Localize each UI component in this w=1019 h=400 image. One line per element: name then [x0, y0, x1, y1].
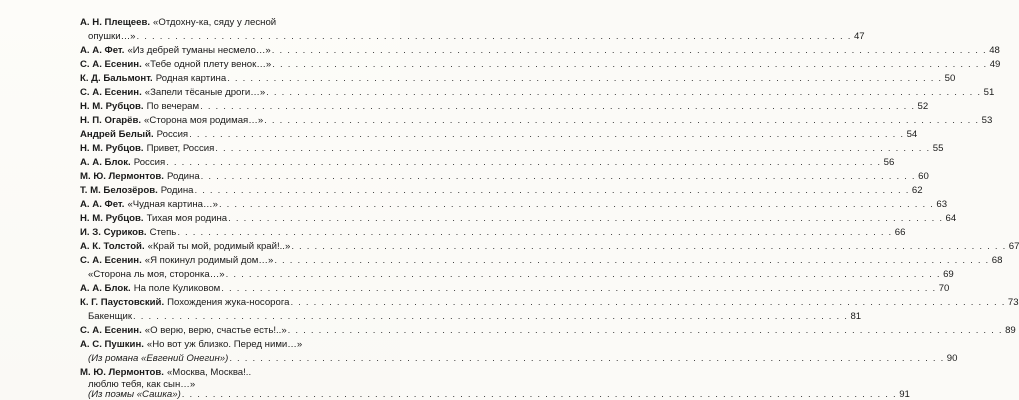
- toc-page-number: 50: [944, 73, 956, 84]
- leader-dots: [229, 353, 944, 365]
- toc-page-number: 66: [894, 227, 906, 238]
- toc-source: (Из романа «Евгений Онегин»): [88, 353, 229, 364]
- leader-dots: [228, 213, 943, 225]
- toc-line: [80, 283, 950, 295]
- toc-line: [88, 311, 862, 323]
- leader-dots: [137, 31, 852, 43]
- toc-author: А. К. Толстой.: [80, 241, 145, 252]
- toc-title: Россия: [156, 129, 189, 140]
- toc-author: М. Ю. Лермонтов.: [80, 171, 164, 182]
- toc-line: [80, 255, 1003, 267]
- toc-page-number: 62: [911, 185, 923, 196]
- toc-title: На поле Куликовом: [133, 283, 221, 294]
- toc-line: [80, 87, 995, 99]
- toc-title: Привет, Россия: [146, 143, 215, 154]
- toc-line: [80, 199, 948, 211]
- toc-title: По вечерам: [146, 101, 200, 112]
- toc-line: [88, 353, 958, 365]
- toc-line: [80, 241, 1019, 253]
- toc-page-number: 51: [983, 87, 995, 98]
- toc-title: Бакенщик: [88, 311, 133, 322]
- toc-author: Андрей Белый.: [80, 129, 154, 140]
- toc-line: [80, 157, 895, 169]
- toc-line: [80, 297, 1019, 309]
- toc-title: опушки…»: [88, 31, 136, 42]
- leader-dots: [272, 45, 987, 57]
- toc-page-number: 73: [1007, 297, 1019, 308]
- toc-line: [80, 185, 923, 197]
- toc-page-number: 49: [989, 59, 1001, 70]
- leader-dots: [288, 325, 1003, 337]
- toc-line: [80, 101, 929, 113]
- toc-line: [80, 213, 957, 225]
- toc-page-number: 63: [936, 199, 948, 210]
- toc-title: «Запели тёсаные дроги…»: [144, 87, 266, 98]
- toc-page-number: 47: [853, 31, 865, 42]
- toc-author: А. Н. Плещеев.: [80, 17, 151, 28]
- toc-page-number: 54: [906, 129, 918, 140]
- toc-author: К. Г. Паустовский.: [80, 297, 165, 308]
- leader-dots: [133, 311, 848, 323]
- toc-page-number: 52: [917, 101, 929, 112]
- leader-dots: [166, 157, 881, 169]
- toc-line: [80, 129, 918, 141]
- toc-title: Родина: [166, 171, 200, 182]
- leader-dots: [221, 283, 936, 295]
- leader-dots: [194, 185, 909, 197]
- leader-dots: [189, 129, 904, 141]
- leader-dots: [226, 269, 941, 281]
- toc-page-number: 53: [981, 115, 993, 126]
- leader-dots: [274, 255, 989, 267]
- toc-author: А. А. Фет.: [80, 45, 125, 56]
- toc-author: Т. М. Белозёров.: [80, 185, 158, 196]
- toc-line: [88, 31, 865, 43]
- leader-dots: [272, 59, 987, 71]
- toc-author: М. Ю. Лермонтов.: [80, 367, 164, 378]
- toc-line: [80, 143, 944, 155]
- toc-page-number: 90: [946, 353, 958, 364]
- toc-title: «О верю, верю, счастье есть!..»: [144, 325, 287, 336]
- toc-author: А. А. Блок.: [80, 283, 131, 294]
- toc-title: «Тебе одной плету венок…»: [144, 59, 272, 70]
- toc-page-number: 56: [883, 157, 895, 168]
- toc-author: А. А. Блок.: [80, 157, 131, 168]
- toc-line: [88, 269, 954, 281]
- toc-author: И. З. Суриков.: [80, 227, 147, 238]
- toc-author: С. А. Есенин.: [80, 325, 142, 336]
- toc-page-number: 89: [1005, 325, 1016, 336]
- toc-title: «Чудная картина…»: [127, 199, 218, 210]
- leader-dots: [227, 73, 942, 85]
- toc-page-number: 60: [918, 171, 929, 182]
- toc-page-number: 67: [1008, 241, 1019, 252]
- toc-title: «Сторона ль моя, сторонка…»: [88, 269, 225, 280]
- toc-source: (Из поэмы «Сашка»): [88, 389, 181, 400]
- leader-dots: [264, 115, 979, 127]
- leader-dots: [291, 241, 1006, 253]
- toc-page-number: 91: [899, 389, 910, 400]
- toc-title: «Я покинул родимый дом…»: [144, 255, 274, 266]
- toc-line: [88, 389, 910, 400]
- toc-title: люблю тебя, как сын…»: [88, 379, 196, 390]
- toc-line: [80, 115, 993, 127]
- toc-page-number: 48: [989, 45, 1000, 56]
- leader-dots: [290, 297, 1005, 309]
- toc-title: «Из дебрей туманы несмело…»: [127, 45, 271, 56]
- leader-dots: [215, 143, 930, 155]
- toc-line: [80, 45, 1000, 57]
- toc-author: А. С. Пушкин.: [80, 339, 144, 350]
- leader-dots: [177, 227, 892, 239]
- toc-line: [80, 325, 1016, 337]
- toc-line: [80, 17, 313, 29]
- toc-title: «Москва, Москва!..: [166, 367, 252, 378]
- toc-page-number: 64: [945, 213, 957, 224]
- toc-line: [80, 227, 906, 239]
- leader-dots: [200, 101, 915, 113]
- toc-author: Н. М. Рубцов.: [80, 101, 144, 112]
- toc-author: Н. М. Рубцов.: [80, 143, 144, 154]
- toc-page-number: 81: [850, 311, 862, 322]
- toc-line: [80, 339, 313, 351]
- toc-line: [80, 171, 929, 183]
- toc-page-number: 55: [932, 143, 944, 154]
- toc-title: Родная картина: [155, 73, 227, 84]
- toc-author: Н. М. Рубцов.: [80, 213, 144, 224]
- toc-page-number: 68: [991, 255, 1003, 266]
- toc-line: [80, 59, 1001, 71]
- toc-title: Россия: [133, 157, 166, 168]
- toc-author: С. А. Есенин.: [80, 255, 142, 266]
- toc-line: [80, 73, 956, 85]
- toc-author: Н. П. Огарёв.: [80, 115, 142, 126]
- toc-author: С. А. Есенин.: [80, 87, 142, 98]
- leader-dots: [201, 171, 916, 183]
- toc-author: К. Д. Бальмонт.: [80, 73, 153, 84]
- leader-dots: [182, 389, 897, 400]
- toc-title: «Край ты мой, родимый край!..»: [147, 241, 291, 252]
- leader-dots: [266, 87, 981, 99]
- toc-line: [80, 367, 313, 379]
- toc-title: «Но вот уж близко. Перед ними…»: [146, 339, 303, 350]
- toc-title: «Сторона моя родимая…»: [144, 115, 264, 126]
- toc-title: Тихая моя родина: [146, 213, 228, 224]
- toc-title: Родина: [160, 185, 194, 196]
- toc-title: Похождения жука-носорога: [167, 297, 290, 308]
- toc-title: Степь: [149, 227, 177, 238]
- toc-page-number: 69: [943, 269, 954, 280]
- toc-author: С. А. Есенин.: [80, 59, 142, 70]
- toc-page-number: 70: [938, 283, 950, 294]
- toc-author: А. А. Фет.: [80, 199, 125, 210]
- toc-title: «Отдохну-ка, сяду у лесной: [153, 17, 277, 28]
- leader-dots: [219, 199, 934, 211]
